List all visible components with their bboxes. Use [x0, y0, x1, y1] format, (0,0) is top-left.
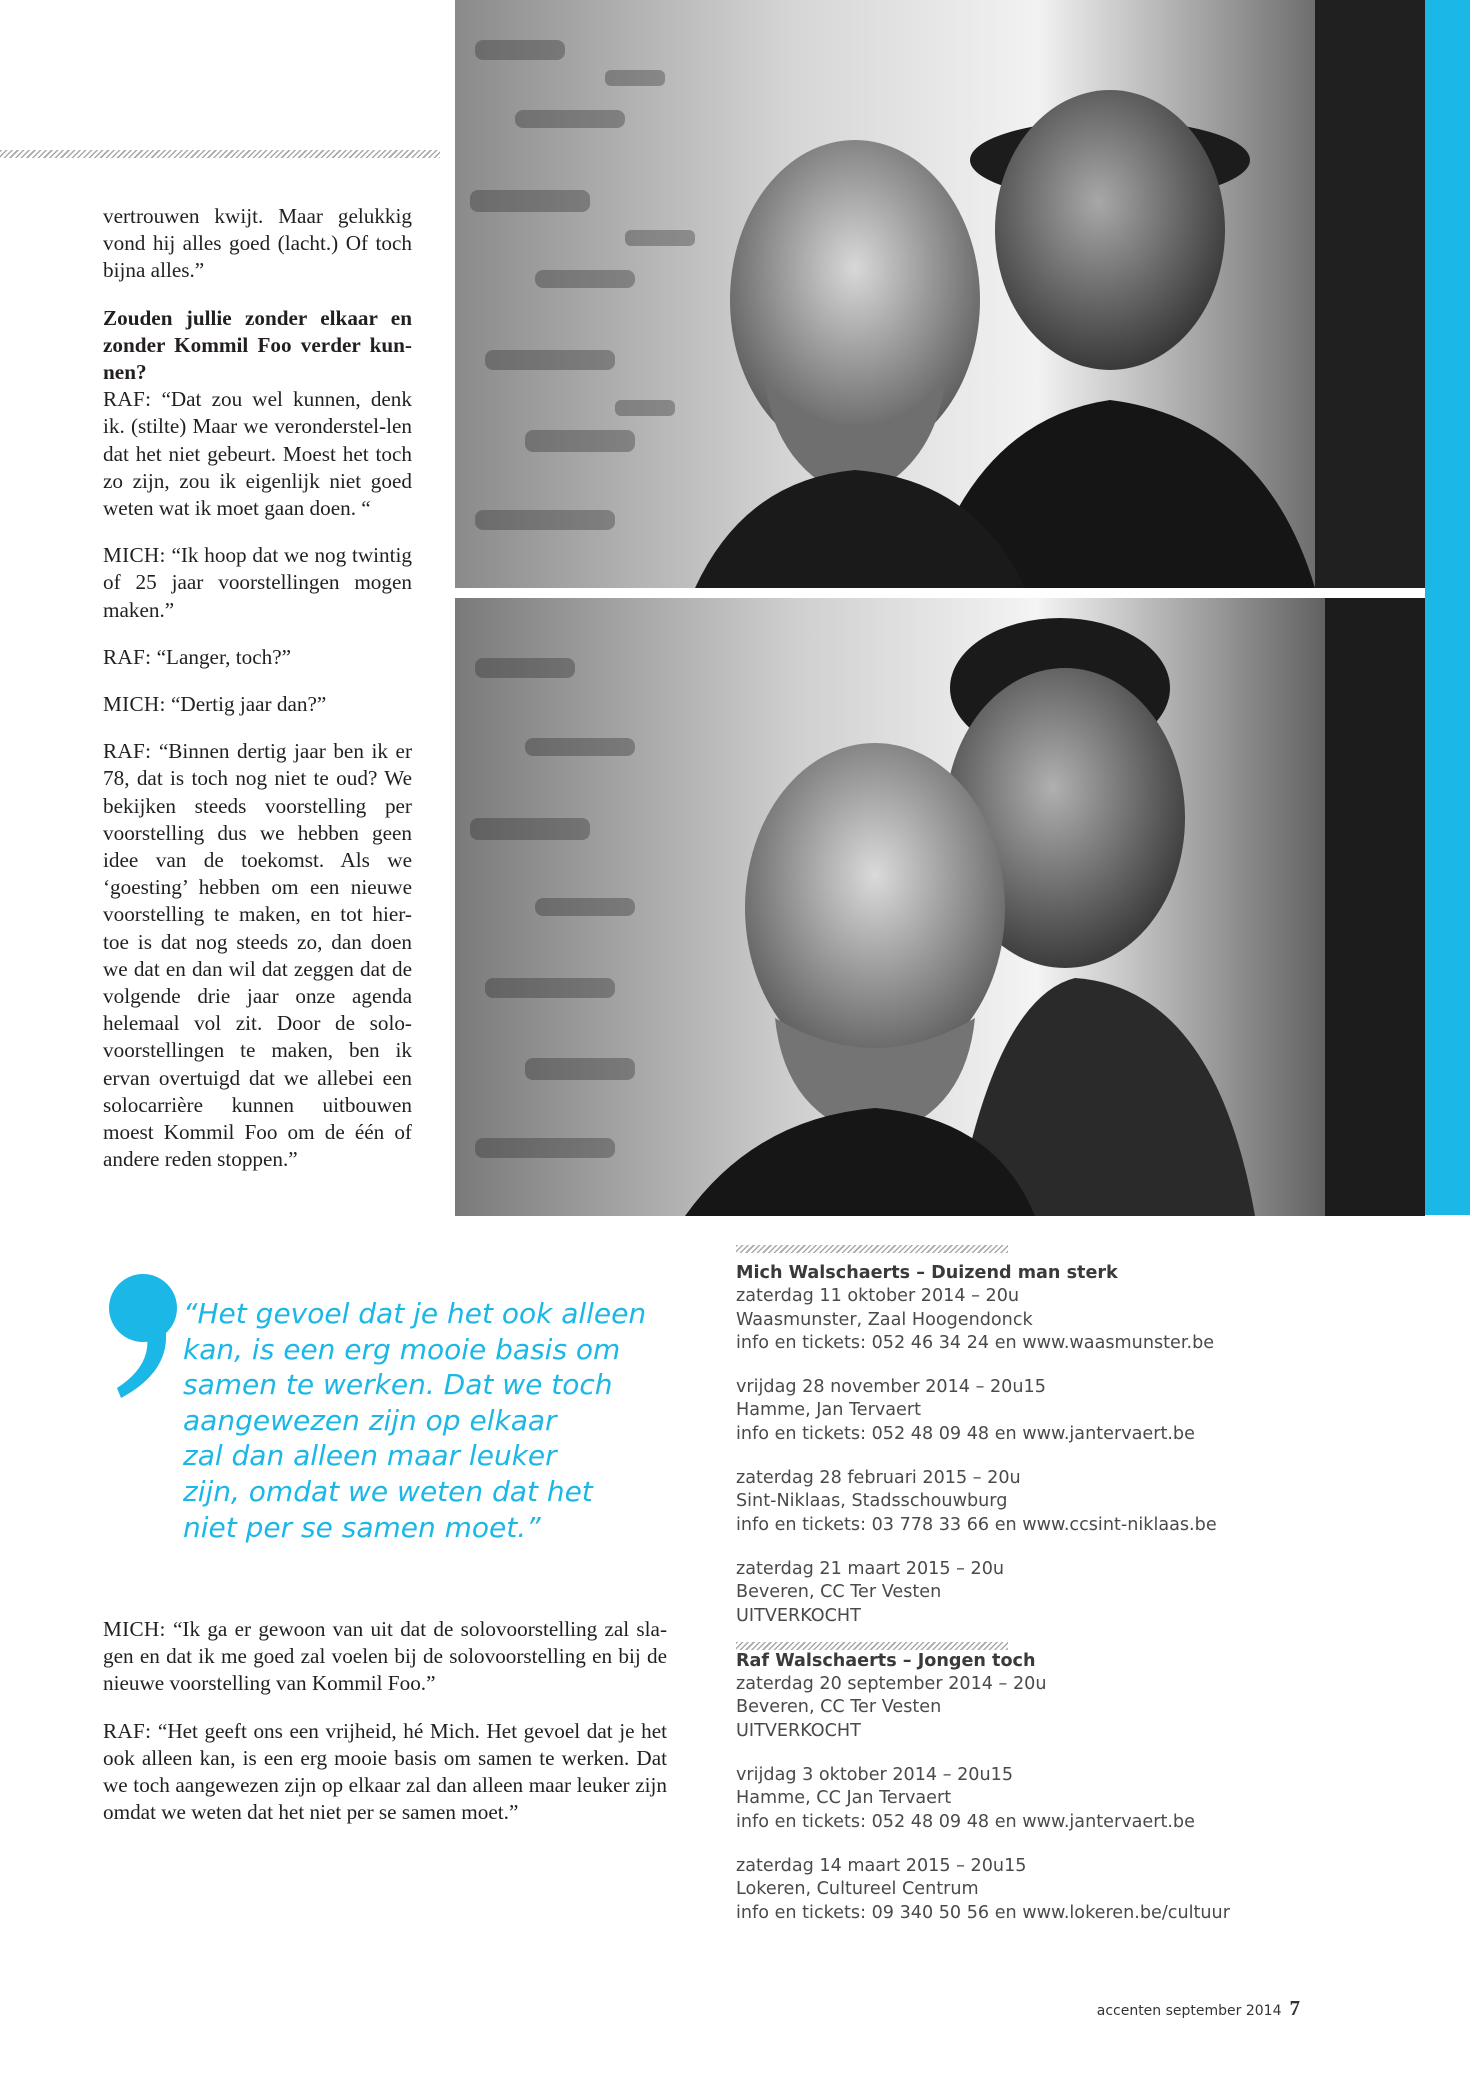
- event-mich-4: [736, 1558, 1296, 1628]
- pull-quote-line: kan, is een erg mooie basis om: [183, 1332, 621, 1366]
- paragraph-raf-1: [103, 386, 412, 522]
- paragraph-text: “Ik ga er gewoon van uit dat de solovoorstelling zal sla-gen en dat ik me goed zal voelen bij de solovoorstelling en bij de nieuwe voorstelling van Kommil Foo.”: [103, 1617, 667, 1696]
- event-date: zaterdag 20 september 2014 – 20u: [736, 1674, 1047, 1695]
- speaker-label: MICH:: [103, 543, 166, 568]
- interview-question: Zouden jullie zonder elkaar en zonder Kommil Foo verder kun-nen?: [103, 305, 412, 385]
- event-venue: Beveren, CC Ter Vesten: [736, 1697, 942, 1718]
- paragraph-raf-2: [103, 644, 412, 671]
- page-number: 7: [1289, 1996, 1300, 2020]
- pull-quote-line: zijn, omdat we weten dat het: [183, 1474, 593, 1508]
- event-tickets: info en tickets: 052 48 09 48 en www.jantervaert.be: [736, 1423, 1195, 1444]
- event-venue: Hamme, Jan Tervaert: [736, 1400, 921, 1421]
- event-raf-2: [736, 1764, 1296, 1834]
- speaker-label: MICH:: [103, 1617, 166, 1641]
- event-venue: Sint-Niklaas, Stadsschouwburg: [736, 1491, 1008, 1512]
- event-tickets: info en tickets: 052 48 09 48 en www.jantervaert.be: [736, 1811, 1195, 1832]
- speaker-label: RAF:: [103, 739, 152, 764]
- event-mich-2: [736, 1376, 1296, 1446]
- speaker-label: RAF:: [103, 387, 152, 412]
- accent-bar: [1425, 0, 1470, 1215]
- left-column-text: [103, 203, 412, 1194]
- quote-mark-icon: [103, 1270, 193, 1400]
- event-venue: Hamme, CC Jan Tervaert: [736, 1788, 952, 1809]
- speaker-label: RAF:: [103, 644, 152, 669]
- paragraph-mich-3: [103, 1616, 667, 1698]
- event-date: zaterdag 21 maart 2015 – 20u: [736, 1558, 1005, 1579]
- magazine-issue: accenten september 2014: [1096, 2003, 1282, 2019]
- paragraph-text: “Dertig jaar dan?”: [171, 692, 327, 717]
- event-date: zaterdag 28 februari 2015 – 20u: [736, 1468, 1021, 1489]
- event-date: zaterdag 14 maart 2015 – 20u15: [736, 1855, 1027, 1876]
- page-footer: [1097, 1996, 1300, 2021]
- pull-quote-line: niet per se samen moet.”: [183, 1510, 541, 1544]
- mich-show-title: Mich Walschaerts – Duizend man sterk: [736, 1263, 1118, 1283]
- event-status: UITVERKOCHT: [736, 1605, 861, 1626]
- speaker-label: RAF:: [103, 1718, 152, 1743]
- paragraph-mich-2: [103, 691, 412, 718]
- pull-quote: [183, 1296, 653, 1545]
- pull-quote-line: samen te werken. Dat we toch: [183, 1368, 613, 1402]
- speaker-label: MICH:: [103, 692, 166, 717]
- top-left-rule: [0, 150, 440, 158]
- pull-quote-line: aangewezen zijn op elkaar: [183, 1403, 557, 1437]
- photo-duo-looking-down: [455, 0, 1425, 588]
- pull-quote-line: zal dan alleen maar leuker: [183, 1439, 557, 1473]
- event-raf-1: [736, 1673, 1296, 1743]
- event-date: vrijdag 28 november 2014 – 20u15: [736, 1377, 1046, 1398]
- paragraph-text: “Langer, toch?”: [156, 644, 292, 669]
- paragraph-intro: vertrouwen kwijt. Maar gelukkig vond hij alles goed (lacht.) Of toch bijna alles.”: [103, 204, 412, 283]
- event-tickets: info en tickets: 09 340 50 56 en www.lokeren.be/cultuur: [736, 1902, 1230, 1923]
- event-tickets: info en tickets: 03 778 33 66 en www.ccsint-niklaas.be: [736, 1514, 1217, 1535]
- paragraph-text: “Binnen dertig jaar ben ik er 78, dat is toch nog niet te oud? We bekijken steeds voorstelling per voorstelling dus we hebben geen idee van de toekomst. Als we ‘goesting’ hebben om een nieuwe voorstelling te maken, en tot hier-toe is dat nog steeds zo, dan doen we dat en dan wil dat zeggen dat de volgende drie jaar onze agenda helemaal vol zit. Door de solo-voorstellingen te maken, ben ik ervan overtuigd dat we allebei een solocarrière kunnen uitbouwen moest Kommil Foo om de één of andere reden stoppen.”: [103, 739, 412, 1172]
- photo-duo-facing-camera: [455, 598, 1425, 1216]
- pull-quote-line: “Het gevoel dat je het ook alleen: [183, 1297, 647, 1330]
- performance-listings: [736, 1262, 1296, 1946]
- bottom-text: [103, 1616, 667, 1846]
- event-venue: Lokeren, Cultureel Centrum: [736, 1879, 979, 1900]
- info-top-rule: [736, 1245, 1008, 1253]
- event-mich-1: [736, 1285, 1296, 1355]
- event-date: vrijdag 3 oktober 2014 – 20u15: [736, 1765, 1014, 1786]
- paragraph-text: “Ik hoop dat we nog twintig of 25 jaar voorstellingen mogen maken.”: [103, 543, 413, 622]
- event-raf-3: [736, 1855, 1296, 1925]
- raf-show-title: Raf Walschaerts – Jongen toch: [736, 1650, 1036, 1671]
- event-venue: Beveren, CC Ter Vesten: [736, 1582, 942, 1603]
- event-venue: Waasmunster, Zaal Hoogendonck: [736, 1309, 1033, 1330]
- event-tickets: info en tickets: 052 46 34 24 en www.waasmunster.be: [736, 1332, 1215, 1353]
- paragraph-mich-1: [103, 542, 412, 624]
- paragraph-text: “Het geeft ons een vrijheid, hé Mich. Het gevoel dat je het ook alleen kan, is een erg mooie basis om samen te werken. Dat we toch aangewezen zijn op elkaar zal dan alleen maar leuker zijn omdat we weten dat het niet per se samen moet.”: [103, 1718, 667, 1825]
- paragraph-raf-4: [103, 1718, 667, 1827]
- event-mich-3: [736, 1467, 1296, 1537]
- paragraph-raf-3: [103, 738, 412, 1173]
- event-status: UITVERKOCHT: [736, 1720, 861, 1741]
- paragraph-text: “Dat zou wel kunnen, denk ik. (stilte) Maar we veronderstel-len dat het niet gebeurt. Moest het toch zo zijn, zou ik eigenlijk niet goed weten wat ik moet gaan doen. “: [103, 387, 412, 521]
- event-date: zaterdag 11 oktober 2014 – 20u: [736, 1286, 1020, 1307]
